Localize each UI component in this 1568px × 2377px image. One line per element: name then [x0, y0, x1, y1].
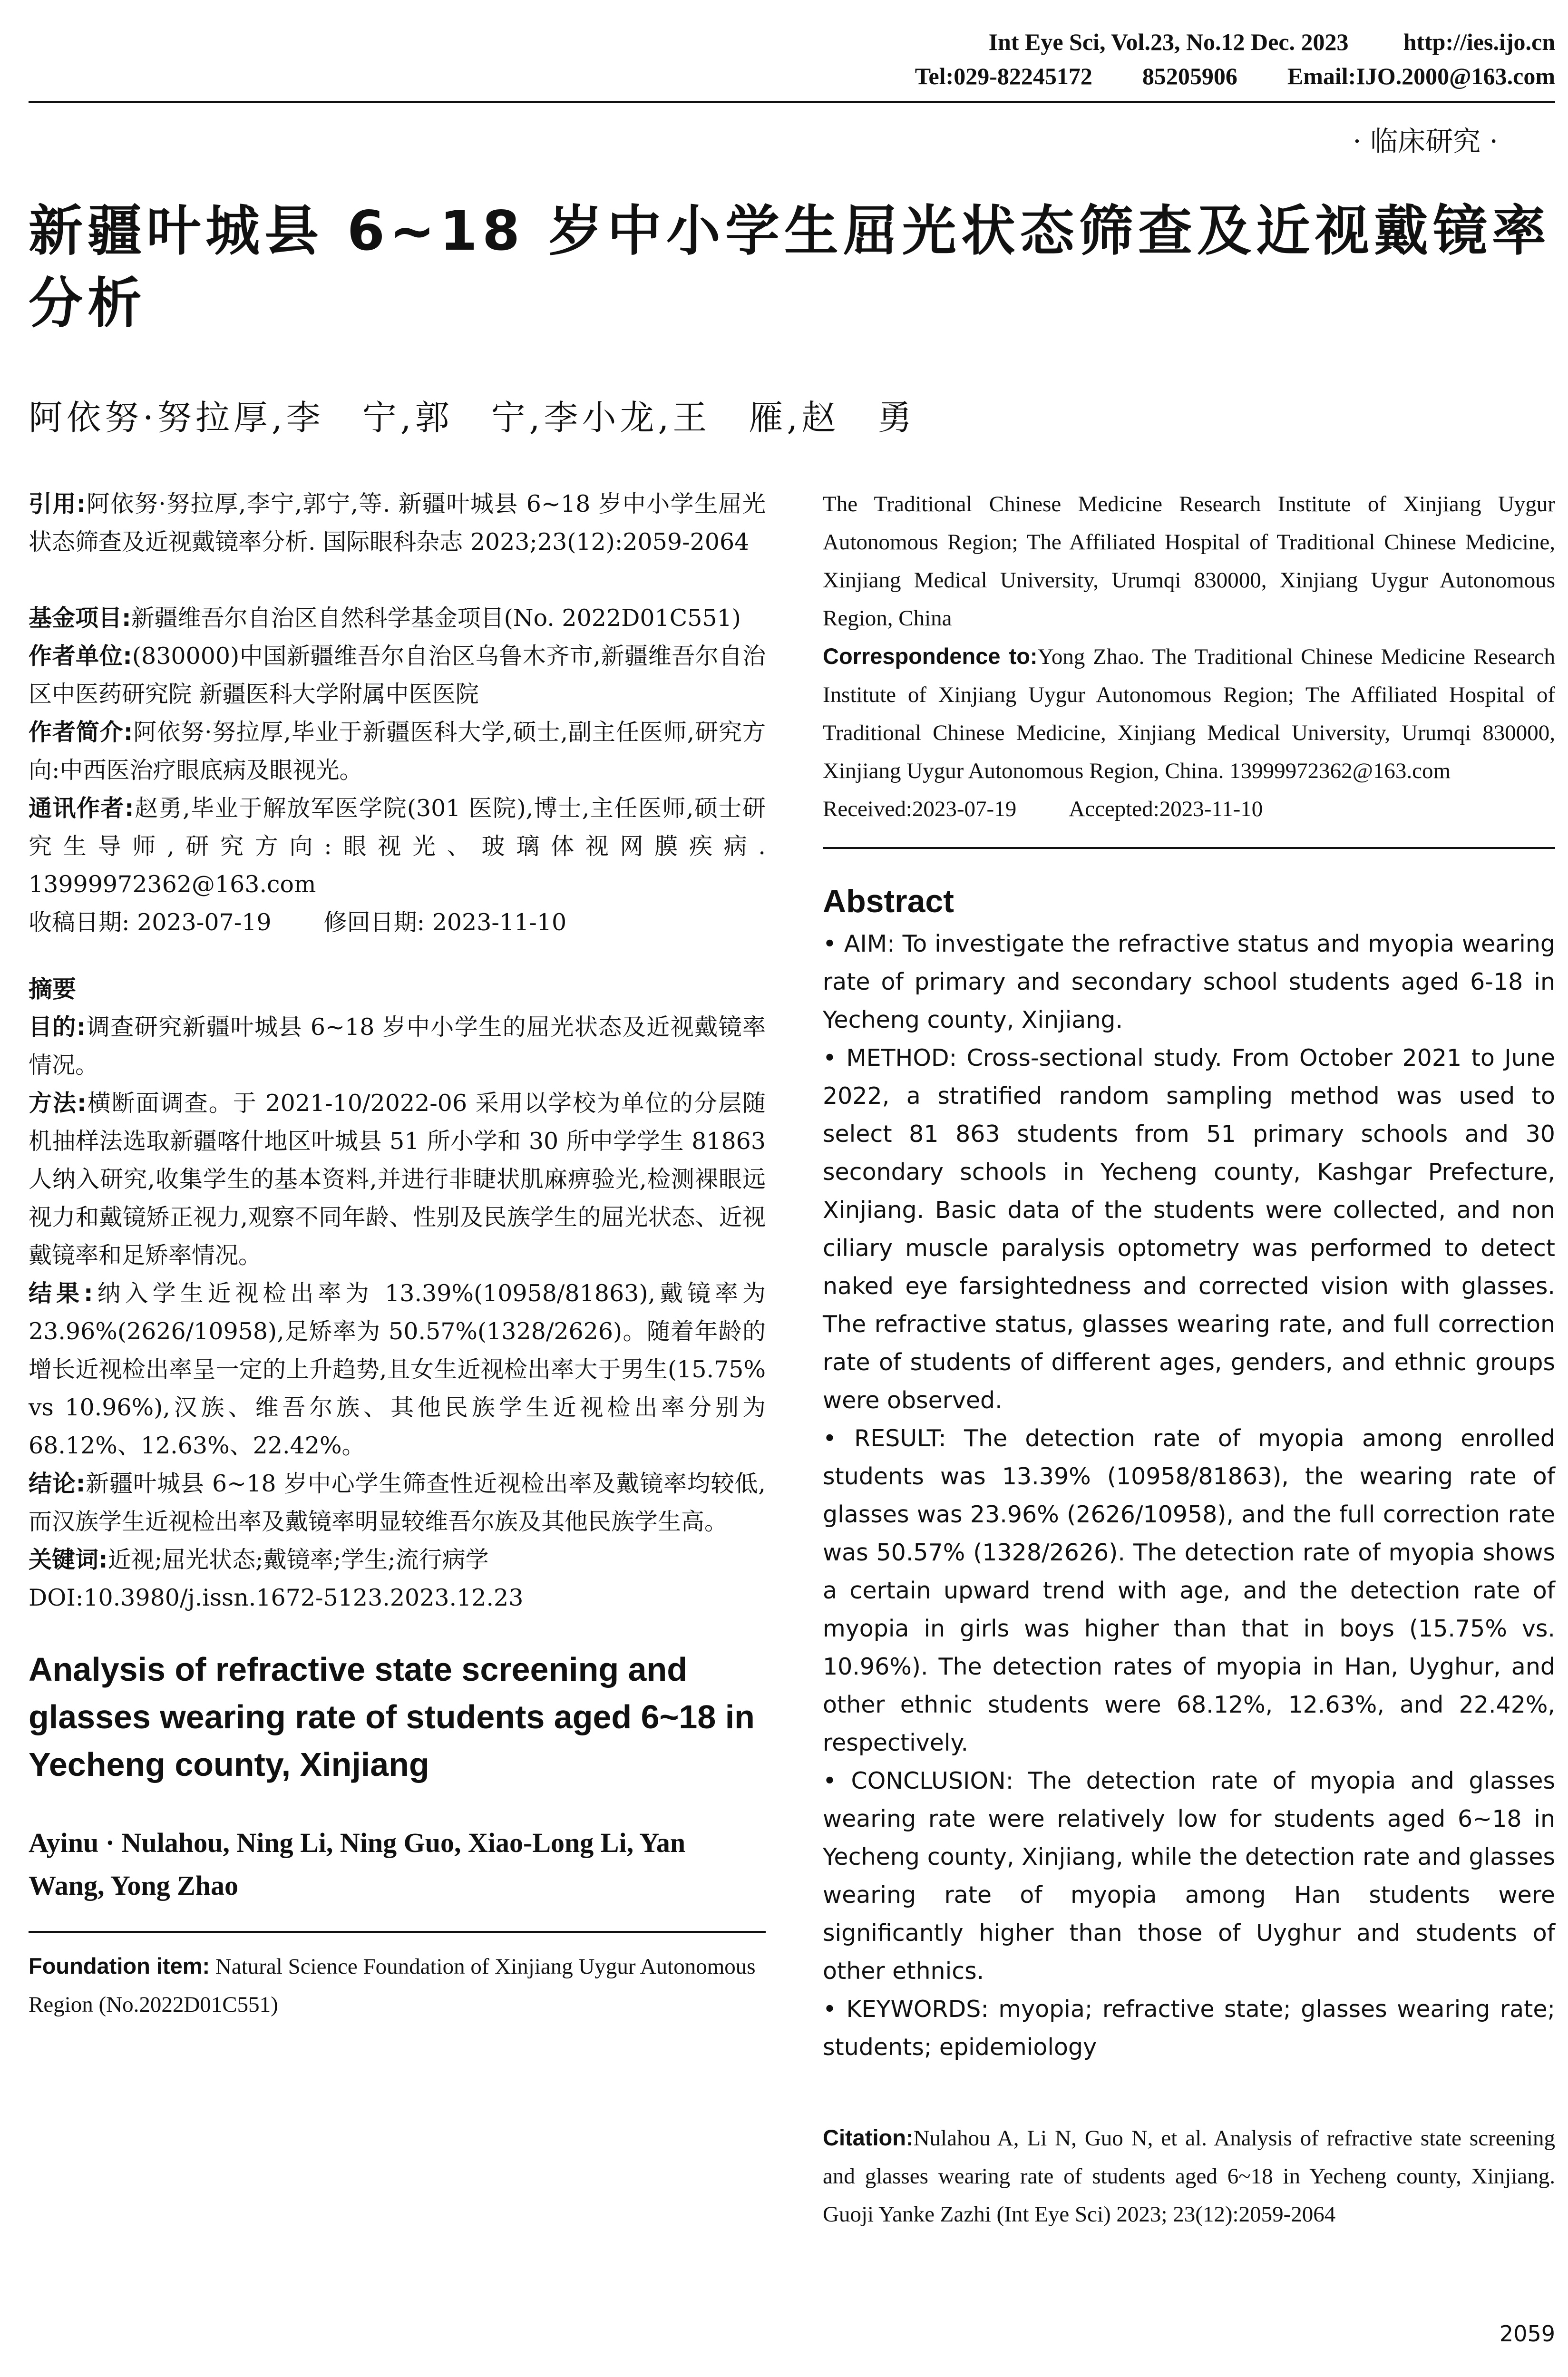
conclusion-cn: 结论:新疆叶城县 6~18 岁中心学生筛查性近视检出率及戴镜率均较低,而汉族学生近视检出率及戴镜率明显较维吾尔族及其他民族学生高。: [29, 1470, 766, 1535]
right-column: [823, 485, 1555, 2233]
unit-cn: 作者单位:(830000)中国新疆维吾尔自治区乌鲁木齐市,新疆维吾尔自治区中医药研究院 新疆医科大学附属中医医院: [29, 643, 766, 708]
foundation-en: Foundation item: Natural Science Foundation of Xinjiang Uygur Autonomous Region (No.2022D01C551): [29, 1953, 756, 2017]
conclusion-en: • CONCLUSION: The detection rate of myopia and glasses wearing rate were relatively low for students aged 6~18 in Yecheng county, Xinjiang, while the detection rate and glasses wearing rate of myopia among Han students were significantly higher than those of Uyghur and students of other ethnics.: [823, 1767, 1555, 1985]
article-title-en: Analysis of refractive state screening and glasses wearing rate of students aged 6~18 in Yecheng county, Xinjiang: [29, 1651, 755, 1783]
header-line-2: [666, 59, 1555, 93]
header-divider: [29, 101, 1555, 103]
result-cn: 结果:纳入学生近视检出率为 13.39%(10958/81863),戴镜率为 23.96%(2626/10958),足矫率为 50.57%(1328/2626)。随着年龄的增长近视检出率呈一定的上升趋势,且女生近视检出率大于男生(15.75% vs 10.96%),汉族、维吾尔族、其他民族学生近视检出率分别为 68.12%、12.63%、22.42%。: [29, 1280, 766, 1459]
journal-email[interactable]: Email:IJO.2000@163.com: [1287, 63, 1555, 89]
bio-cn: 作者简介:阿依努·努拉厚,毕业于新疆医科大学,硕士,副主任医师,研究方向:中西医治疗眼底病及眼视光。: [29, 719, 766, 784]
method-en: • METHOD: Cross-sectional study. From October 2021 to June 2022, a stratified random sampling method was used to select 81 863 students from 51 primary schools and 30 secondary schools in Yecheng county, Kashgar Prefecture, Xinjiang. Basic data of the students were collected, and non ciliary muscle paralysis optometry was performed to detect naked eye farsightedness and corrected vision with glasses. The refractive status, glasses wearing rate, and full correction rate of students of different ages, genders, and ethnic groups were observed.: [823, 1044, 1555, 1414]
abstract-head-en: Abstract: [823, 883, 954, 919]
dates-en: Received:2023-07-19 Accepted:2023-11-10: [823, 797, 1263, 821]
abstract-head-cn: 摘要: [29, 975, 76, 1003]
aim-en: • AIM: To investigate the refractive status and myopia wearing rate of primary and secondary school students aged 6-18 in Yecheng county, Xinjiang.: [823, 930, 1555, 1033]
citation-en: Citation:Nulahou A, Li N, Guo N, et al. Analysis of refractive state screening and glasses wearing rate of students aged 6~18 in Yecheng county, Xinjiang. Guoji Yanke Zazhi (Int Eye Sci) 2023; 23(12):2059-2064: [823, 2125, 1555, 2227]
affiliation-en: The Traditional Chinese Medicine Research Institute of Xinjiang Uygur Autonomous Region; The Affiliated Hospital of Traditional Chinese Medicine, Xinjiang Medical University, Urumqi 830000, Xinjiang Uygur Autonomous Region, China: [823, 492, 1555, 631]
page-number: 2059: [1499, 2321, 1555, 2347]
dates-cn: 收稿日期: 2023-07-19 修回日期: 2023-11-10: [29, 909, 567, 936]
fund-cn: 基金项目:新疆维吾尔自治区自然科学基金项目(No. 2022D01C551): [29, 604, 741, 632]
method-cn: 方法:横断面调查。于 2021-10/2022-06 采用以学校为单位的分层随机抽样法选取新疆喀什地区叶城县 51 所小学和 30 所中学学生 81863 人纳入研究,收集学生的基本资料,并进行非睫状肌麻痹验光,检测裸眼远视力和戴镜矫正视力,观察不同年龄、性别及民族学生的屈光状态、近视戴镜率和足矫率情况。: [29, 1090, 766, 1269]
journal-url[interactable]: http://ies.ijo.cn: [1403, 29, 1555, 55]
right-divider: [823, 847, 1555, 849]
journal-tel: Tel:029-82245172: [915, 63, 1092, 89]
journal-header: [666, 25, 1555, 93]
keywords-cn: 关键词:近视;屈光状态;戴镜率;学生;流行病学: [29, 1546, 489, 1573]
left-divider: [29, 1931, 766, 1933]
citation-cn: 引用:阿依努·努拉厚,李宁,郭宁,等. 新疆叶城县 6~18 岁中小学生屈光状态筛查及近视戴镜率分析. 国际眼科杂志 2023;23(12):2059-2064: [29, 490, 766, 555]
authors-cn: 阿依努·努拉厚,李 宁,郭 宁,李小龙,王 雁,赵 勇: [29, 398, 916, 438]
journal-info: Int Eye Sci, Vol.23, No.12 Dec. 2023: [988, 29, 1349, 55]
result-en: • RESULT: The detection rate of myopia among enrolled students was 13.39% (10958/81863), the wearing rate of glasses was 23.96% (2626/10958), and the full correction rate was 50.57% (1328/2626). The detection rate of myopia shows a certain upward trend with age, and the detection rate of myopia in girls was higher than that in boys (15.75% vs. 10.96%). The detection rates of myopia in Han, Uyghur, and other ethnic students were 68.12%, 12.63%, and 22.42%, respectively.: [823, 1425, 1555, 1756]
aim-cn: 目的:调查研究新疆叶城县 6~18 岁中小学生的屈光状态及近视戴镜率情况。: [29, 1013, 766, 1079]
corr-cn: 通讯作者:赵勇,毕业于解放军医学院(301 医院),博士,主任医师,硕士研究生导师,研究方向:眼视光、玻璃体视网膜疾病. 13999972362@163.com: [29, 795, 766, 898]
journal-fax: 85205906: [1142, 63, 1237, 89]
correspondence-en: Correspondence to:Yong Zhao. The Traditional Chinese Medicine Research Institute of Xinjiang Uygur Autonomous Region; The Affiliated Hospital of Traditional Chinese Medicine, Xinjiang Medical University, Urumqi 830000, Xinjiang Uygur Autonomous Region, China. 13999972362@163.com: [823, 643, 1555, 783]
keywords-en: • KEYWORDS: myopia; refractive state; glasses wearing rate; students; epidemiology: [823, 1996, 1555, 2061]
authors-en: Ayinu · Nulahou, Ning Li, Ning Guo, Xiao-Long Li, Yan Wang, Yong Zhao: [29, 1827, 686, 1901]
doi[interactable]: DOI:10.3980/j.issn.1672-5123.2023.12.23: [29, 1584, 524, 1611]
header-line-1: [666, 25, 1555, 59]
left-column: [29, 485, 766, 2024]
section-tag: · 临床研究 ·: [1353, 125, 1498, 157]
article-title-cn: 新疆叶城县 6~18 岁中小学生屈光状态筛查及近视戴镜率分析: [29, 199, 1551, 335]
